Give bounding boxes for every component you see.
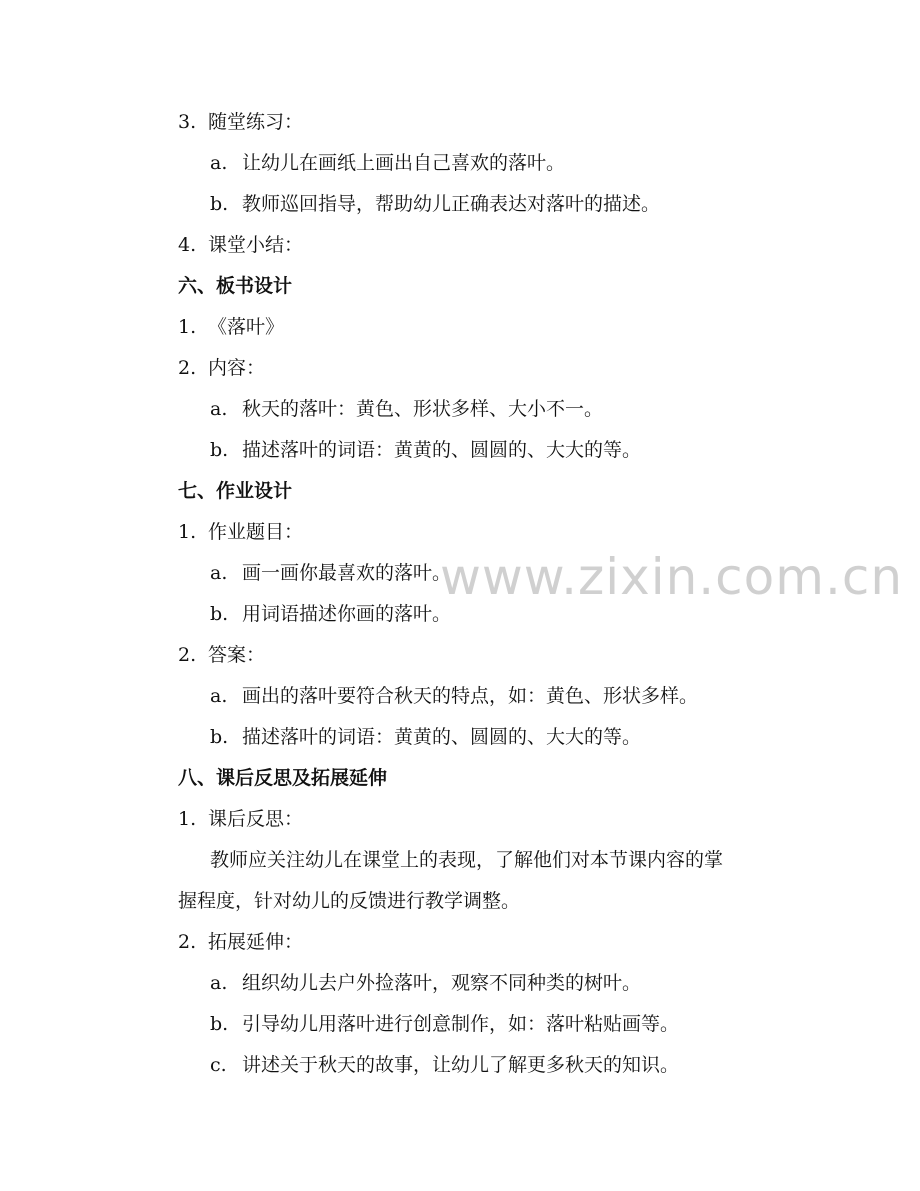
watermark: www.zixin.com.cn xyxy=(440,548,904,606)
section-heading: 六、板书设计 xyxy=(178,275,293,297)
list-item: 4. 课堂小结： xyxy=(178,234,304,256)
list-item: a. 画出的落叶要符合秋天的特点，如：黄色、形状多样。 xyxy=(210,685,699,707)
list-item: b. 描述落叶的词语：黄黄的、圆圆的、大大的等。 xyxy=(210,726,642,748)
list-item: a. 组织幼儿去户外捡落叶，观察不同种类的树叶。 xyxy=(210,972,642,994)
list-item: a. 画一画你最喜欢的落叶。 xyxy=(210,562,452,584)
list-item: 3. 随堂练习： xyxy=(178,111,304,133)
list-item: 1. 课后反思： xyxy=(178,808,304,830)
list-item: 2. 答案： xyxy=(178,644,266,666)
list-item: a. 让幼儿在画纸上画出自己喜欢的落叶。 xyxy=(210,152,566,174)
paragraph-line: 教师应关注幼儿在课堂上的表现，了解他们对本节课内容的掌 xyxy=(210,849,724,871)
list-item: b. 用词语描述你画的落叶。 xyxy=(210,603,452,625)
list-item: 2. 内容： xyxy=(178,357,266,379)
list-item: 2. 拓展延伸： xyxy=(178,931,304,953)
list-item: 1. 《落叶》 xyxy=(178,316,285,338)
section-heading: 七、作业设计 xyxy=(178,480,293,502)
list-item: b. 引导幼儿用落叶进行创意制作，如：落叶粘贴画等。 xyxy=(210,1013,680,1035)
section-heading: 八、课后反思及拓展延伸 xyxy=(178,767,388,789)
list-item: b. 教师巡回指导，帮助幼儿正确表达对落叶的描述。 xyxy=(210,193,661,215)
list-item: b. 描述落叶的词语：黄黄的、圆圆的、大大的等。 xyxy=(210,439,642,461)
list-item: 1. 作业题目： xyxy=(178,521,304,543)
paragraph-line: 握程度，针对幼儿的反馈进行教学调整。 xyxy=(178,890,521,912)
list-item: c. 讲述关于秋天的故事，让幼儿了解更多秋天的知识。 xyxy=(210,1054,680,1076)
list-item: a. 秋天的落叶：黄色、形状多样、大小不一。 xyxy=(210,398,604,420)
